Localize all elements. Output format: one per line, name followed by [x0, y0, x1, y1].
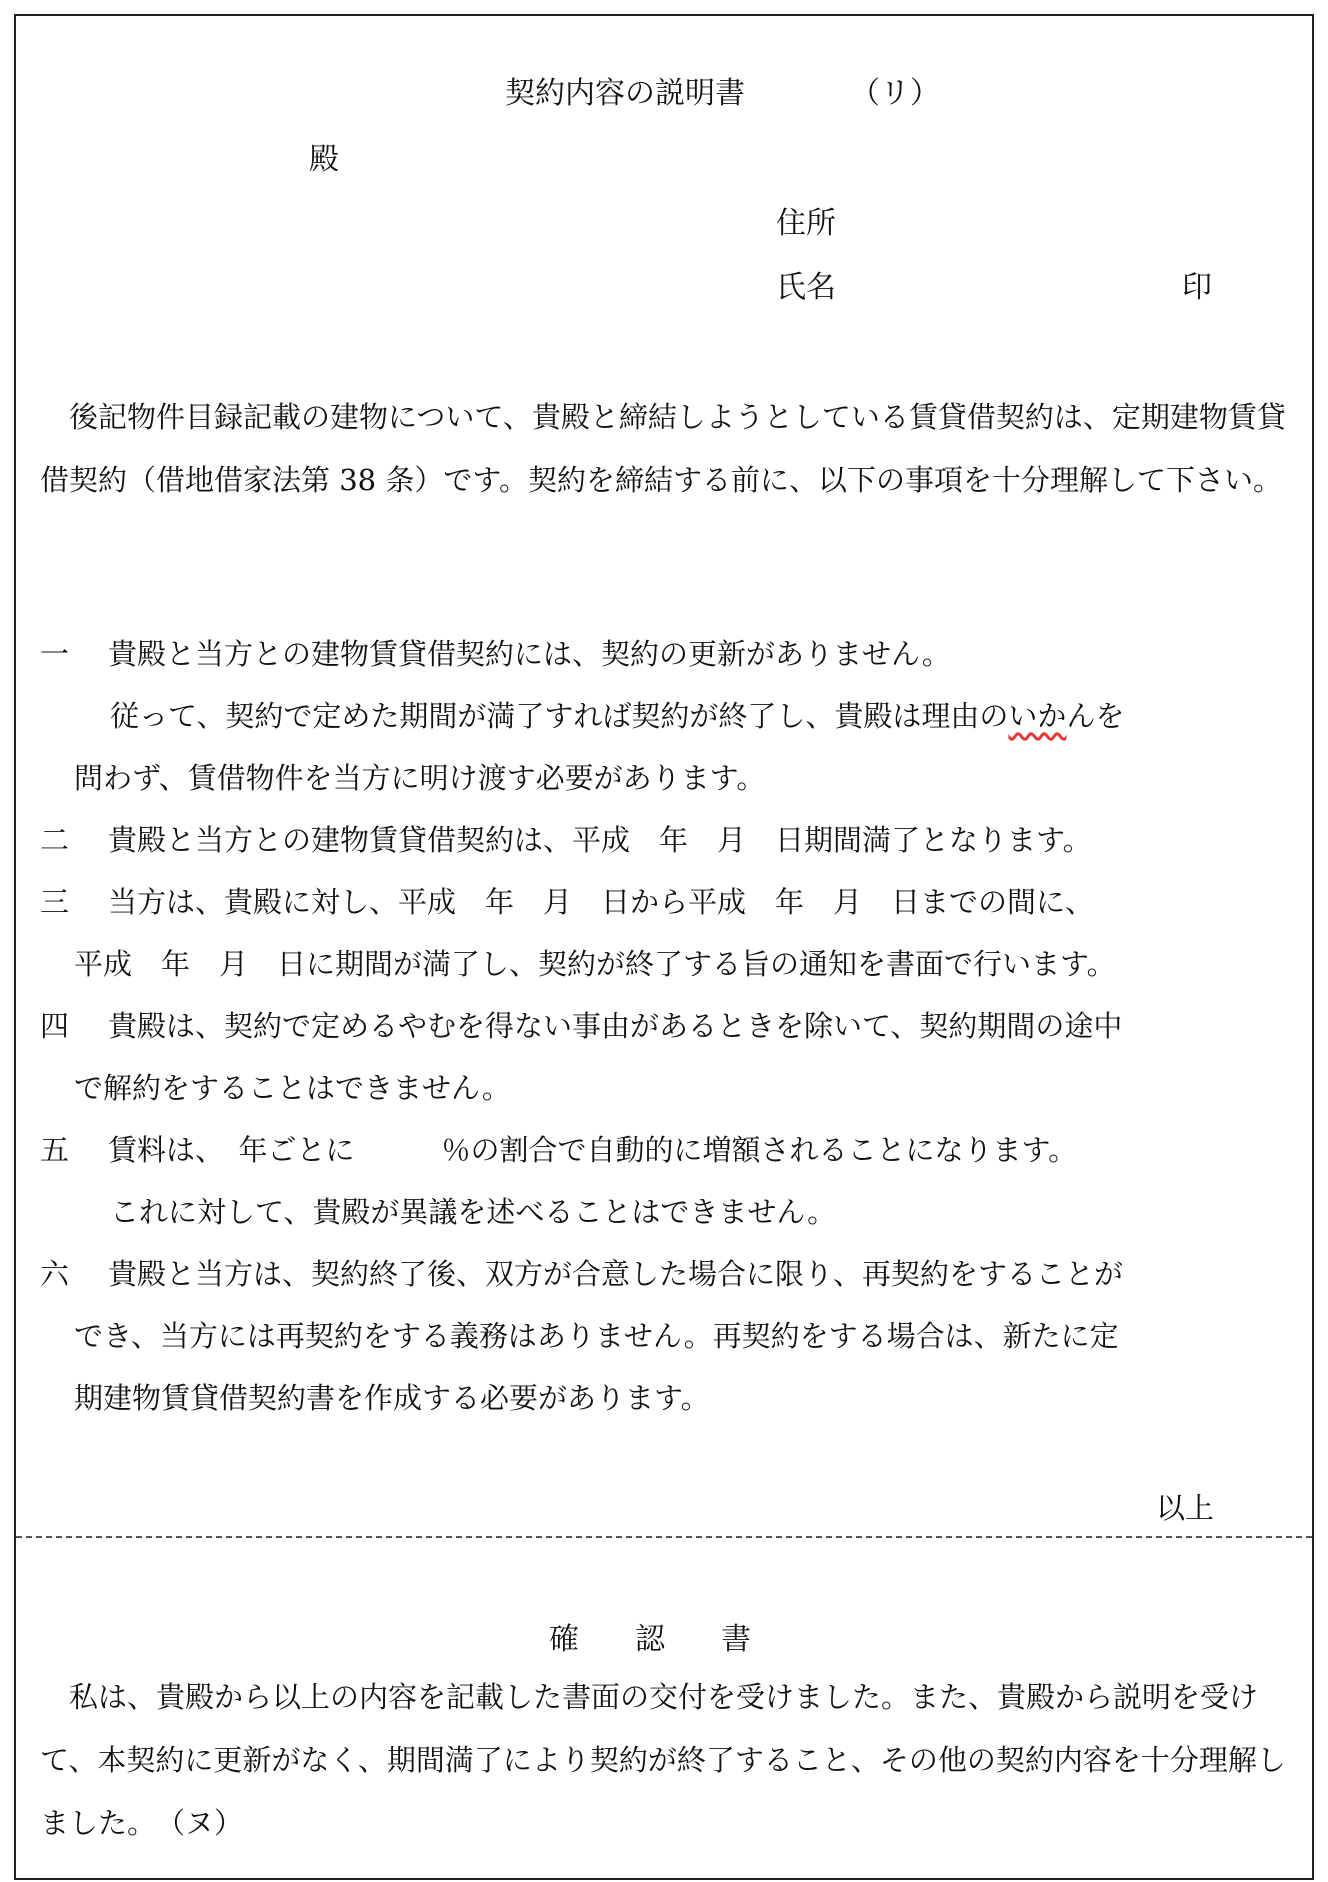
item-number: 二 — [40, 823, 70, 857]
item-six — [40, 1252, 1123, 1293]
item-six-line2: でき、当方には再契約をする義務はありません。再契約をする場合は、新たに定 — [74, 1319, 1119, 1353]
item-text: 貴殿と当方との建物賃貸借契約は、平成 年 月 日期間満了となります。 — [108, 823, 1092, 857]
title-char: 書 — [721, 1622, 751, 1657]
item-number: 三 — [40, 885, 70, 919]
item-three — [40, 880, 1094, 921]
item-text: んを — [1066, 699, 1125, 733]
item-text: 貴殿と当方との建物賃貸借契約には、契約の更新がありません。 — [108, 637, 951, 671]
item-number: 四 — [40, 1009, 70, 1043]
item-six-line3: 期建物賃貸借契約書を作成する必要があります。 — [74, 1381, 710, 1415]
item-text: 貴殿は、契約で定めるやむを得ない事由があるときを除いて、契約期間の途中 — [108, 1009, 1123, 1043]
name-label: 氏名 — [776, 270, 836, 305]
spellcheck-mark: いか — [1008, 699, 1067, 733]
item-text: 貴殿と当方は、契約終了後、双方が合意した場合に限り、再契約をすることが — [108, 1257, 1124, 1291]
address-label: 住所 — [776, 206, 836, 241]
title-char: 確 — [549, 1622, 579, 1657]
item-number: 五 — [40, 1133, 70, 1167]
closing-mark: 以上 — [1156, 1491, 1215, 1525]
confirmation-body: 私は、貴殿から以上の内容を記載した書面の交付を受けました。また、貴殿から説明を受けて、本契約に更新がなく、期間満了により契約が終了すること、その他の契約内容を十分理解しました。 （ヌ） — [40, 1680, 1286, 1840]
cut-line-divider — [16, 1536, 1312, 1538]
item-one-line2 — [110, 694, 1124, 735]
item-five — [40, 1128, 1077, 1169]
item-three-line2: 平成 年 月 日に期間が満了し、契約が終了する旨の通知を書面で行います。 — [74, 947, 1116, 981]
item-one-line3: 問わず、賃借物件を当方に明け渡す必要があります。 — [74, 761, 766, 795]
addressee-suffix: 殿 — [309, 142, 339, 177]
item-four-line2: で解約をすることはできません。 — [74, 1071, 511, 1105]
item-text: 従って、契約で定めた期間が満了すれば契約が終了し、貴殿は理由の — [110, 699, 1009, 733]
item-one — [40, 632, 951, 673]
seal-label: 印 — [1182, 270, 1212, 305]
confirmation-title — [549, 1614, 751, 1658]
item-text: 賃料は、 年ごとに ％の割合で自動的に増額されることになります。 — [108, 1133, 1078, 1167]
title-char: 認 — [635, 1622, 665, 1657]
item-four — [40, 1004, 1122, 1045]
item-number: 六 — [40, 1257, 70, 1291]
item-two — [40, 818, 1092, 859]
item-number: 一 — [40, 637, 70, 671]
title-mark: （リ） — [850, 76, 940, 111]
item-text: 当方は、貴殿に対し、平成 年 月 日から平成 年 月 日までの間に、 — [108, 885, 1095, 919]
item-five-line2: これに対して、貴殿が異議を述べることはできません。 — [110, 1195, 837, 1229]
intro-paragraph: 後記物件目録記載の建物について、貴殿と締結しようとしている賃貸借契約は、定期建物賃貸借契約（借地借家法第 38 条）です。契約を締結する前に、以下の事項を十分理解して下さい。 — [40, 400, 1286, 497]
document-title: 契約内容の説明書 — [505, 76, 745, 111]
